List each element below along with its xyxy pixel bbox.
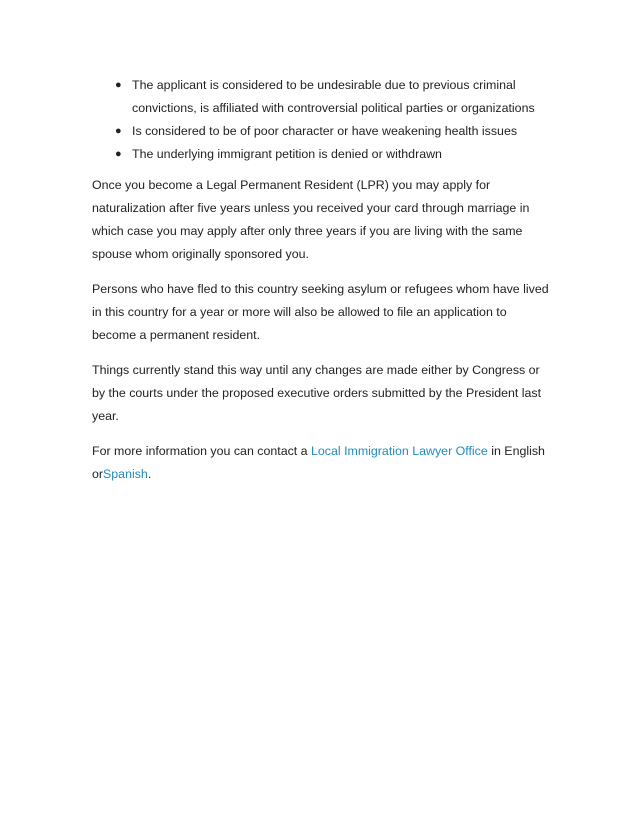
- contact-end-text: .: [147, 467, 152, 481]
- paragraph-asylum: Persons who have fled to this country seeking asylum or refugees whom have lived in this country for a year or more will also be allowed to file an application to become a permanent resident.: [92, 282, 549, 342]
- bullet-icon: ●: [115, 79, 122, 91]
- document-page: [92, 74, 550, 498]
- bullet-icon: ●: [115, 148, 122, 160]
- list-item: [92, 143, 550, 166]
- bullet-list: [92, 74, 550, 166]
- list-item: [92, 74, 550, 120]
- paragraph-contact: [92, 440, 550, 486]
- lawyer-office-link[interactable]: Local Immigration Lawyer Office: [311, 444, 488, 458]
- contact-intro-text: For more information you can contact a: [92, 444, 312, 458]
- bullet-icon: ●: [115, 125, 122, 137]
- contact-mid-text: in English or: [92, 444, 545, 481]
- spanish-link[interactable]: Spanish: [103, 467, 148, 481]
- list-item-text: Is considered to be of poor character or have weakening health issues: [132, 124, 518, 138]
- list-item-text: The applicant is considered to be undesirable due to previous criminal convictions, is affiliated with controversial political parties or organizations: [132, 78, 535, 115]
- list-item: [92, 120, 550, 143]
- paragraph-lpr: Once you become a Legal Permanent Resident (LPR) you may apply for naturalization after five years unless you received your card through marriage in which case you may apply after only three years if you are living with the same spouse whom originally sponsored you.: [92, 178, 530, 261]
- paragraph-congress: Things currently stand this way until any changes are made either by Congress or by the courts under the proposed executive orders submitted by the President last year.: [92, 363, 542, 423]
- list-item-text: The underlying immigrant petition is denied or withdrawn: [132, 147, 442, 161]
